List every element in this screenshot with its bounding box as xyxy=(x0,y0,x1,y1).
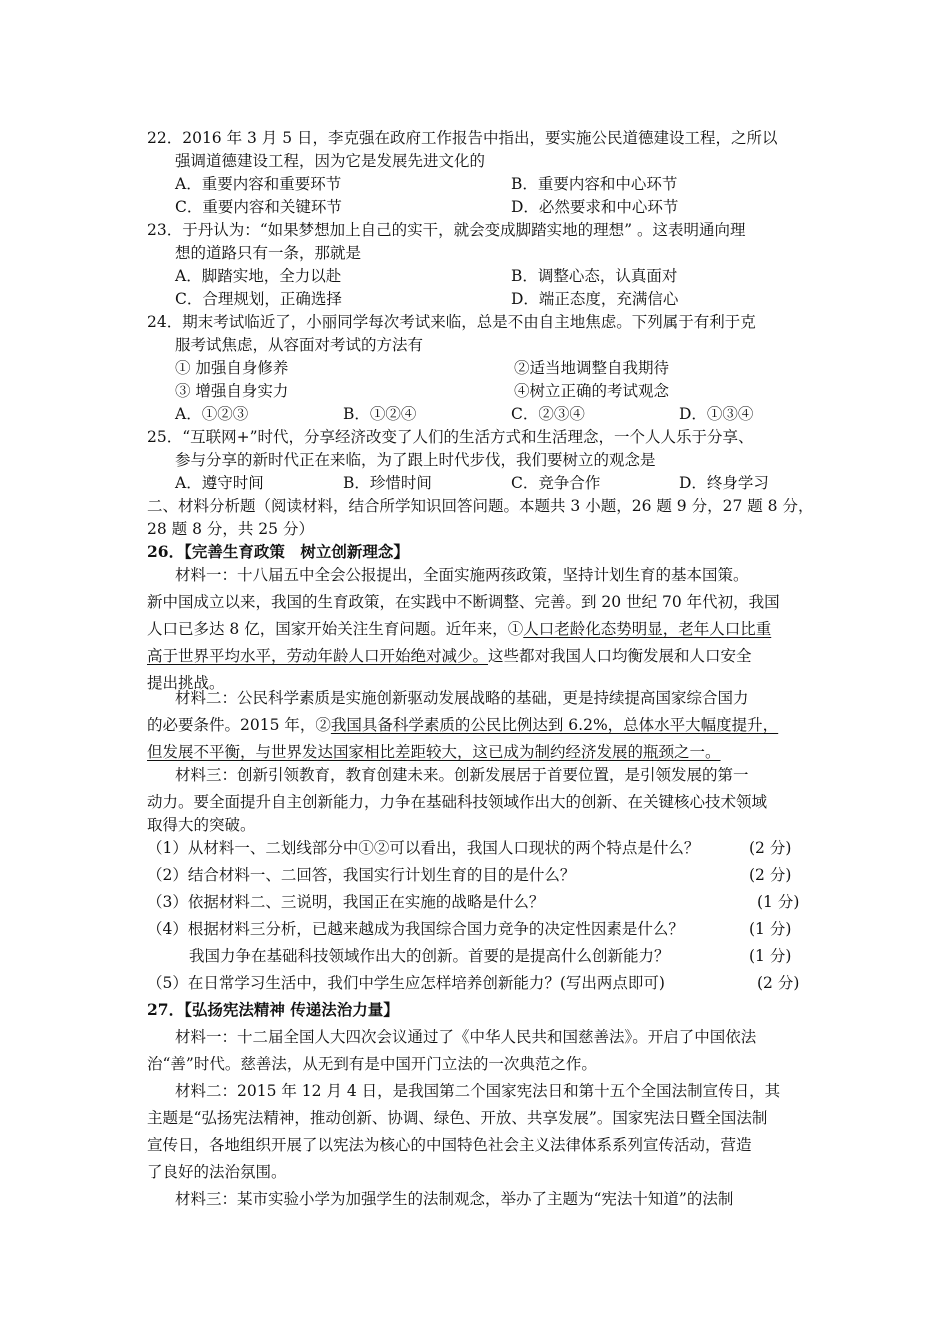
q27-material2-line1: 材料二：2015 年 12 月 4 日，是我国第二个国家宪法日和第十五个全国法制宣传日，其 xyxy=(175,1082,781,1100)
q26-material1-line2: 新中国成立以来，我国的生育政策，在实践中不断调整、完善。到 20 世纪 70 年代初，我国 xyxy=(147,593,780,611)
q26-material3-line3: 取得大的突破。 xyxy=(147,816,256,834)
q26-subquestion-5-points: (2 分) xyxy=(757,974,800,992)
q26-material3-line2: 动力。要全面提升自主创新能力，力争在基础科技领域作出大的创新、在关键核心技术领域 xyxy=(147,793,768,811)
q26-material1-line1: 材料一：十八届五中全会公报提出，全面实施两孩政策，坚持计划生育的基本国策。 xyxy=(175,566,749,584)
q26-subquestion-1-points: (2 分) xyxy=(749,839,792,857)
q23-option-d: D．端正态度，充满信心 xyxy=(511,290,679,308)
q24-item-2: ②适当地调整自我期待 xyxy=(514,359,670,377)
q24-option-b: B．①②④ xyxy=(343,405,417,423)
q22-option-a: A．重要内容和重要环节 xyxy=(175,175,342,193)
q26-material1-line5: 提出挑战。 xyxy=(147,674,225,692)
q26-material3-line1: 材料三：创新引领教育，教育创建未来。创新发展居于首要位置，是引领发展的第一 xyxy=(175,766,749,784)
q24-item-3: ③ 增强自身实力 xyxy=(175,382,289,400)
q26-subquestion-4b-points: (1 分) xyxy=(749,947,792,965)
q27-material2-line3: 宣传日，各地组织开展了以宪法为核心的中国特色社会主义法律体系系列宣传活动，营造 xyxy=(147,1136,752,1154)
q25-option-a: A．遵守时间 xyxy=(175,474,264,492)
q25-stem-line1: 25．“互联网+”时代，分享经济改变了人们的生活方式和生活理念，一个人人乐于分享、 xyxy=(147,428,754,446)
q24-stem-line1: 24．期末考试临近了，小丽同学每次考试来临，总是不由自主地焦虑。下列属于有利于克 xyxy=(147,313,756,331)
q26-subquestion-4-points: (1 分) xyxy=(749,920,792,938)
q24-item-4: ④树立正确的考试观念 xyxy=(514,382,670,400)
q26-underline-1b: 高于世界平均水平，劳动年龄人口开始绝对减少。 xyxy=(147,647,489,665)
q27-material1-line2: 治“善”时代。慈善法，从无到有是中国开门立法的一次典范之作。 xyxy=(147,1055,597,1073)
q24-stem-line2: 服考试焦虑，从容面对考试的方法有 xyxy=(175,336,424,354)
q25-option-d: D．终身学习 xyxy=(679,474,769,492)
q26-subquestion-4: （4）根据材料三分析，已越来越成为我国综合国力竞争的决定性因素是什么？ xyxy=(147,920,684,938)
q26-subquestion-3: （3）依据材料二、三说明，我国正在实施的战略是什么？ xyxy=(147,893,545,911)
q26-subquestion-4b: 我国力争在基础科技领域作出大的创新。首要的是提高什么创新能力？ xyxy=(189,947,670,965)
q26-underline-2b: 但发展不平衡，与世界发达国家相比差距较大，这已成为制约经济发展的瓶颈之一。 xyxy=(147,743,721,761)
q22-option-c: C．重要内容和关键环节 xyxy=(175,198,342,216)
q23-stem-line1: 23．于丹认为：“如果梦想加上自己的实干，就会变成脚踏实地的理想” 。这表明通向理 xyxy=(147,221,746,239)
q24-option-c: C．②③④ xyxy=(511,405,585,423)
q26-subquestion-1: （1）从材料一、二划线部分中①②可以看出，我国人口现状的两个特点是什么？ xyxy=(147,839,700,857)
q26-underline-1a: 人口老龄化态势明显，老年人口比重 xyxy=(523,620,772,638)
q25-stem-line2: 参与分享的新时代正在来临，为了跟上时代步伐，我们要树立的观念是 xyxy=(175,451,656,469)
q23-stem-line2: 想的道路只有一条，那就是 xyxy=(175,244,362,262)
q24-option-d: D．①③④ xyxy=(679,405,754,423)
q27-material1-line1: 材料一：十二届全国人大四次会议通过了《中华人民共和国慈善法》。开启了中国依法 xyxy=(175,1028,757,1046)
q26-title: 26．【完善生育政策 树立创新理念】 xyxy=(147,542,409,561)
q22-option-d: D．必然要求和中心环节 xyxy=(511,198,679,216)
q23-option-c: C．合理规划，正确选择 xyxy=(175,290,342,308)
q27-title: 27．【弘扬宪法精神 传递法治力量】 xyxy=(147,1000,399,1019)
q26-material1-line4-text: 这些都对我国人口均衡发展和人口安全 xyxy=(488,647,752,665)
q22-stem-line1: 22．2016 年 3 月 5 日，李克强在政府工作报告中指出，要实施公民道德建设工程，之所以 xyxy=(147,129,778,147)
q27-material2-line2: 主题是“弘扬宪法精神，推动创新、协调、绿色、开放、共享发展”。国家宪法日暨全国法制 xyxy=(147,1109,768,1127)
q26-material1-line4 xyxy=(147,645,752,667)
q23-option-b: B．调整心态，认真面对 xyxy=(511,267,678,285)
q25-option-c: C．竞争合作 xyxy=(511,474,601,492)
section2-heading-line2: 28 题 8 分，共 25 分） xyxy=(147,520,314,538)
q26-material2-line2 xyxy=(147,714,778,736)
q25-option-b: B．珍惜时间 xyxy=(343,474,432,492)
q26-subquestion-2-points: (2 分) xyxy=(749,866,792,884)
q24-option-a: A．①②③ xyxy=(175,405,249,423)
q26-material1-line3-text: 人口已多达 8 亿，国家开始关注生育问题。近年来，① xyxy=(147,620,524,638)
section2-heading-line1: 二、材料分析题（阅读材料，结合所学知识回答问题。本题共 3 小题，26 题 9 分，27 题 8 分， xyxy=(147,497,814,515)
q26-subquestion-5: （5）在日常学习生活中，我们中学生应怎样培养创新能力？(写出两点即可) xyxy=(147,974,665,992)
q26-material2-line2-text: 的必要条件。2015 年，② xyxy=(147,716,331,734)
q26-material2-line1: 材料二：公民科学素质是实施创新驱动发展战略的基础，更是持续提高国家综合国力 xyxy=(175,689,749,707)
q22-option-b: B．重要内容和中心环节 xyxy=(511,175,678,193)
q26-subquestion-2: （2）结合材料一、二回答，我国实行计划生育的目的是什么？ xyxy=(147,866,576,884)
q27-material3-line1: 材料三：某市实验小学为加强学生的法制观念，举办了主题为“宪法十知道”的法制 xyxy=(175,1190,734,1208)
q26-material1-line3 xyxy=(147,618,771,640)
q27-material2-line4: 了良好的法治氛围。 xyxy=(147,1163,287,1181)
q22-stem-line2: 强调道德建设工程，因为它是发展先进文化的 xyxy=(175,152,486,170)
q24-item-1: ① 加强自身修养 xyxy=(175,359,289,377)
q23-option-a: A．脚踏实地，全力以赴 xyxy=(175,267,342,285)
q26-underline-2a: 我国具备科学素质的公民比例达到 6.2%，总体水平大幅度提升， xyxy=(330,716,779,734)
q26-subquestion-3-points: (1 分) xyxy=(757,893,800,911)
